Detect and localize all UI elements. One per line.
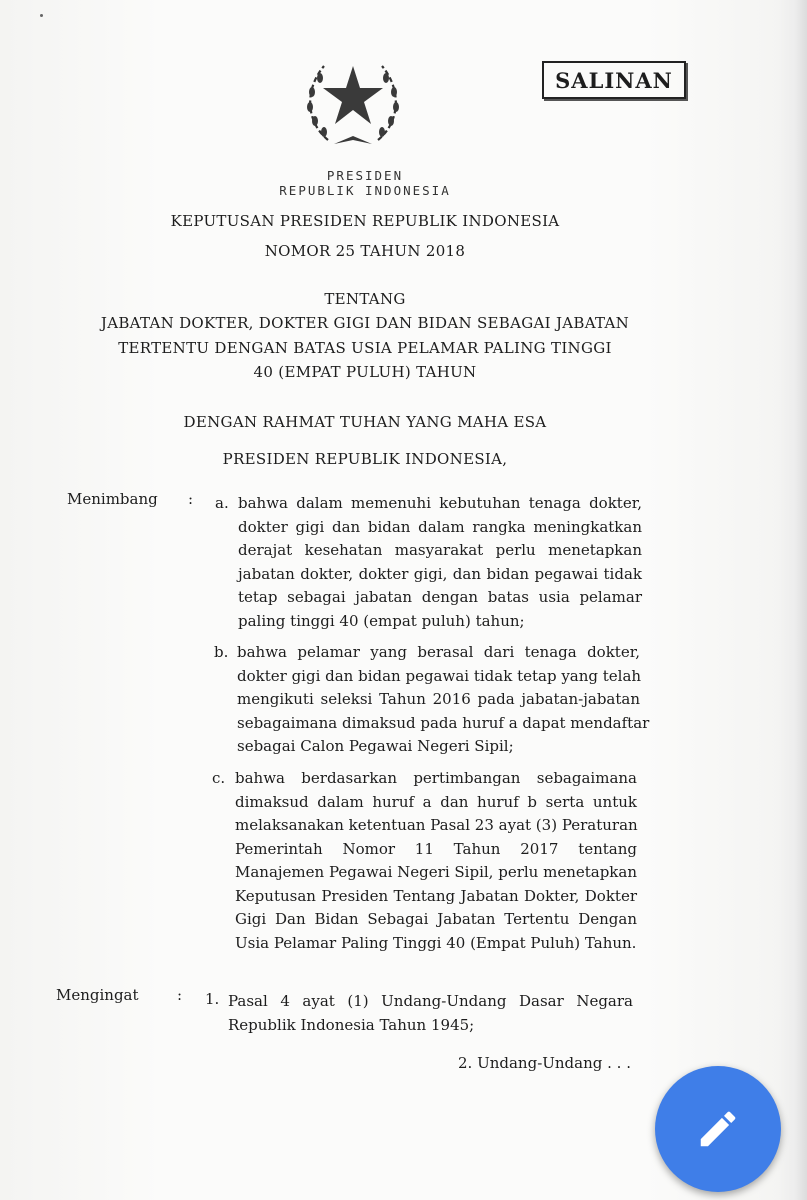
text-line: Pasal 4 ayat (1) Undang-Undang Dasar Negara	[228, 992, 633, 1010]
office-line-1: PRESIDEN	[326, 168, 404, 183]
office-line-2: REPUBLIK INDONESIA	[279, 183, 451, 198]
speck	[40, 14, 43, 17]
text-line: dokter gigi dan bidan dalam rangka meningkatkan	[238, 517, 642, 536]
text-line: sebagaimana dimaksud pada huruf a dapat mendaftar	[237, 713, 650, 732]
text-line: sebagai Calon Pegawai Negeri Sipil;	[237, 737, 514, 755]
text-line: Pemerintah Nomor 11 Tahun 2017 tentang	[235, 839, 637, 858]
legal-basis-1	[228, 990, 633, 1037]
presidential-star-emblem-icon	[298, 52, 408, 150]
subject-line: JABATAN DOKTER, DOKTER GIGI DAN BIDAN SEBAGAI JABATAN	[100, 314, 630, 332]
consideration-b	[237, 641, 650, 759]
text-line: bahwa berdasarkan pertimbangan sebagaimana	[235, 769, 637, 787]
edit-fab-button[interactable]	[655, 1066, 781, 1192]
item-marker: c.	[212, 769, 226, 787]
text-line: bahwa dalam memenuhi kebutuhan tenaga dokter,	[238, 494, 642, 512]
about-heading: TENTANG	[324, 290, 406, 308]
text-line: Gigi Dan Bidan Sebagai Jabatan Tertentu Dengan	[235, 910, 637, 928]
mengingat-colon: :	[177, 986, 183, 1004]
grace-line: DENGAN RAHMAT TUHAN YANG MAHA ESA	[183, 413, 547, 431]
text-line: dimaksud dalam huruf a dan huruf b serta untuk	[235, 792, 637, 811]
decree-title: KEPUTUSAN PRESIDEN REPUBLIK INDONESIA	[170, 212, 560, 230]
copy-stamp: SALINAN	[542, 61, 686, 99]
text-line: dokter gigi dan bidan pegawai tidak tetap yang telah	[237, 666, 642, 685]
subject-line: TERTENTU DENGAN BATAS USIA PELAMAR PALING TINGGI	[118, 339, 612, 357]
text-line: Usia Pelamar Paling Tinggi 40 (Empat Puluh) Tahun.	[235, 933, 637, 952]
text-line: derajat kesehatan masyarakat perlu menetapkan	[238, 541, 642, 559]
text-line: Keputusan Presiden Tentang Jabatan Dokter, Dokter	[235, 886, 637, 905]
item-marker: 1.	[205, 990, 220, 1008]
text-line: paling tinggi 40 (empat puluh) tahun;	[238, 611, 525, 630]
item-marker: b.	[214, 643, 229, 661]
text-line: tetap sebagai jabatan dengan batas usia pelamar	[238, 588, 642, 606]
menimbang-label: Menimbang	[67, 490, 158, 508]
page-edge-shadow	[777, 0, 807, 1200]
mengingat-label: Mengingat	[56, 986, 139, 1004]
president-line: PRESIDEN REPUBLIK INDONESIA,	[222, 450, 508, 468]
pencil-icon	[695, 1106, 741, 1152]
subject-line: 40 (EMPAT PULUH) TAHUN	[253, 363, 477, 381]
item-marker: a.	[215, 494, 229, 512]
consideration-a	[238, 492, 642, 633]
consideration-c	[235, 767, 637, 955]
page-continuation: 2. Undang-Undang . . .	[458, 1054, 631, 1072]
text-line: mengikuti seleksi Tahun 2016 pada jabatan-jabatan	[237, 690, 640, 708]
text-line: bahwa pelamar yang berasal dari tenaga dokter,	[237, 643, 640, 661]
text-line: Manajemen Pegawai Negeri Sipil, perlu menetapkan	[235, 863, 637, 881]
decree-number: NOMOR 25 TAHUN 2018	[264, 242, 466, 260]
text-line: jabatan dokter, dokter gigi, dan bidan pegawai tidak	[238, 564, 642, 583]
text-line: Republik Indonesia Tahun 1945;	[228, 1015, 475, 1034]
text-line: melaksanakan ketentuan Pasal 23 ayat (3) Peraturan	[235, 816, 638, 834]
menimbang-colon: :	[188, 490, 194, 508]
